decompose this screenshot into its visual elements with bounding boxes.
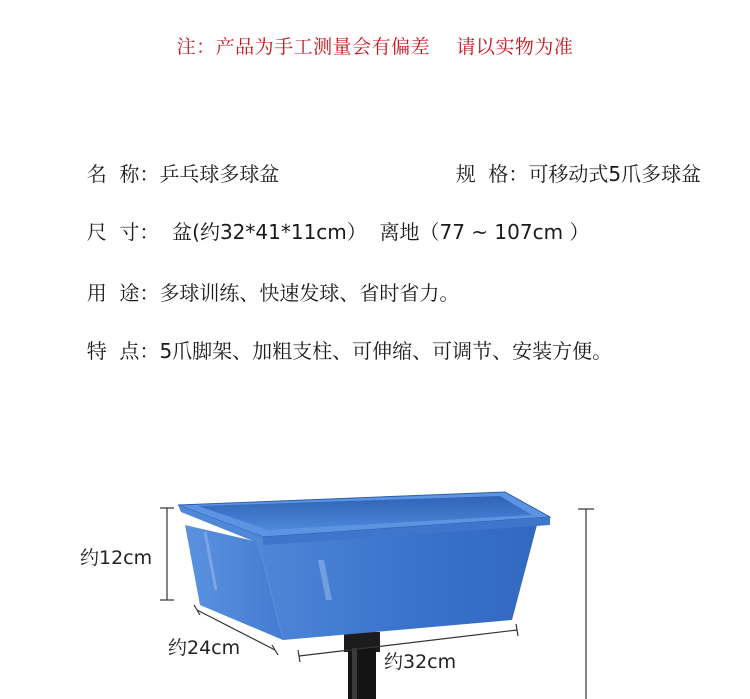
notice-text: 注：产品为手工测量会有偏差 请以实物为准 bbox=[176, 36, 574, 58]
dim-height-label: 约12cm bbox=[80, 547, 153, 569]
spec-model-label: 规 格： bbox=[455, 162, 529, 186]
spec-features-label: 特 点： bbox=[86, 339, 160, 363]
spec-name-value: 乒乓球多球盆 bbox=[159, 162, 280, 186]
stand-pole bbox=[344, 632, 380, 699]
spec-usage-value: 多球训练、快速发球、省时省力。 bbox=[159, 281, 460, 305]
basin bbox=[178, 492, 550, 640]
spec-size-label: 尺 寸： bbox=[86, 220, 160, 244]
spec-model-value: 可移动式5爪多球盆 bbox=[528, 162, 702, 186]
dim-depth-label: 约24cm bbox=[168, 637, 241, 659]
spec-size-value: 盆(约32*41*11cm） 离地（77 ~ 107cm ） bbox=[159, 220, 590, 244]
spec-features-value: 5爪脚架、加粗支柱、可伸缩、可调节、安装方便。 bbox=[159, 339, 613, 363]
spec-name-label: 名 称： bbox=[86, 162, 160, 186]
dim-width-label: 约32cm bbox=[384, 651, 457, 673]
spec-usage-label: 用 途： bbox=[86, 281, 160, 305]
